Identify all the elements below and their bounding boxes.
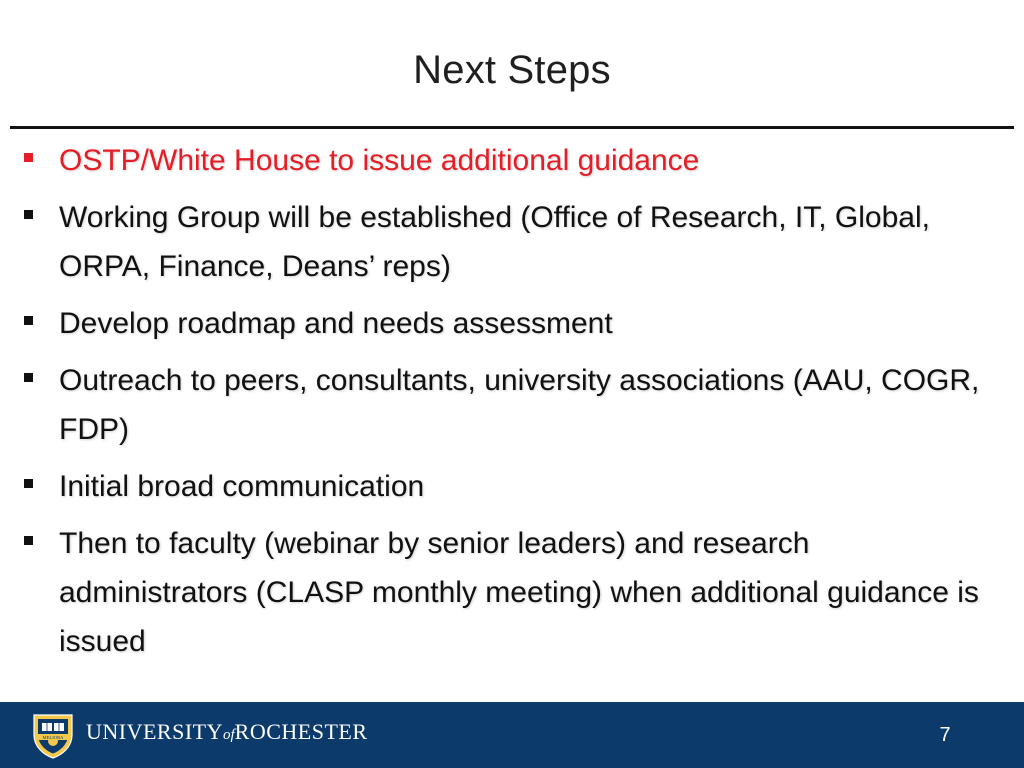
- university-shield-icon: [28, 711, 78, 761]
- bullet-text: Outreach to peers, consultants, university associations (AAU, COGR, FDP): [59, 364, 980, 446]
- bullet-list: [20, 136, 1000, 674]
- bullet-item: [20, 519, 1000, 666]
- square-bullet-icon: [24, 536, 33, 545]
- square-bullet-icon: [24, 373, 33, 382]
- footer-bar: [0, 702, 1024, 768]
- wordmark-of: of: [223, 727, 235, 743]
- logo-motto: MELIORA: [42, 734, 64, 740]
- wordmark-part-1: UNIVERSITY: [86, 719, 223, 744]
- page-number: 7: [939, 724, 951, 746]
- square-bullet-icon: [24, 153, 33, 162]
- bullet-item: [20, 193, 1000, 291]
- bullet-item: [20, 136, 1000, 185]
- bullet-item: [20, 299, 1000, 348]
- bullet-text: Working Group will be established (Office of Research, IT, Global, ORPA, Finance, Deans’ reps): [59, 201, 930, 283]
- university-wordmark: [86, 719, 368, 749]
- square-bullet-icon: [24, 479, 33, 488]
- wordmark-part-2: ROCHESTER: [234, 719, 368, 744]
- slide-title: Next Steps: [413, 48, 611, 92]
- square-bullet-icon: [24, 210, 33, 219]
- bullet-item: [20, 462, 1000, 511]
- bullet-text: Develop roadmap and needs assessment: [59, 307, 613, 340]
- bullet-text: Initial broad communication: [59, 470, 425, 503]
- title-divider: [10, 126, 1014, 129]
- bullet-text: OSTP/White House to issue additional guidance: [59, 144, 700, 177]
- bullet-item: [20, 356, 1000, 454]
- bullet-text: Then to faculty (webinar by senior leaders) and research administrators (CLASP monthly meeting) when additional guidance is issued: [59, 527, 979, 658]
- square-bullet-icon: [24, 316, 33, 325]
